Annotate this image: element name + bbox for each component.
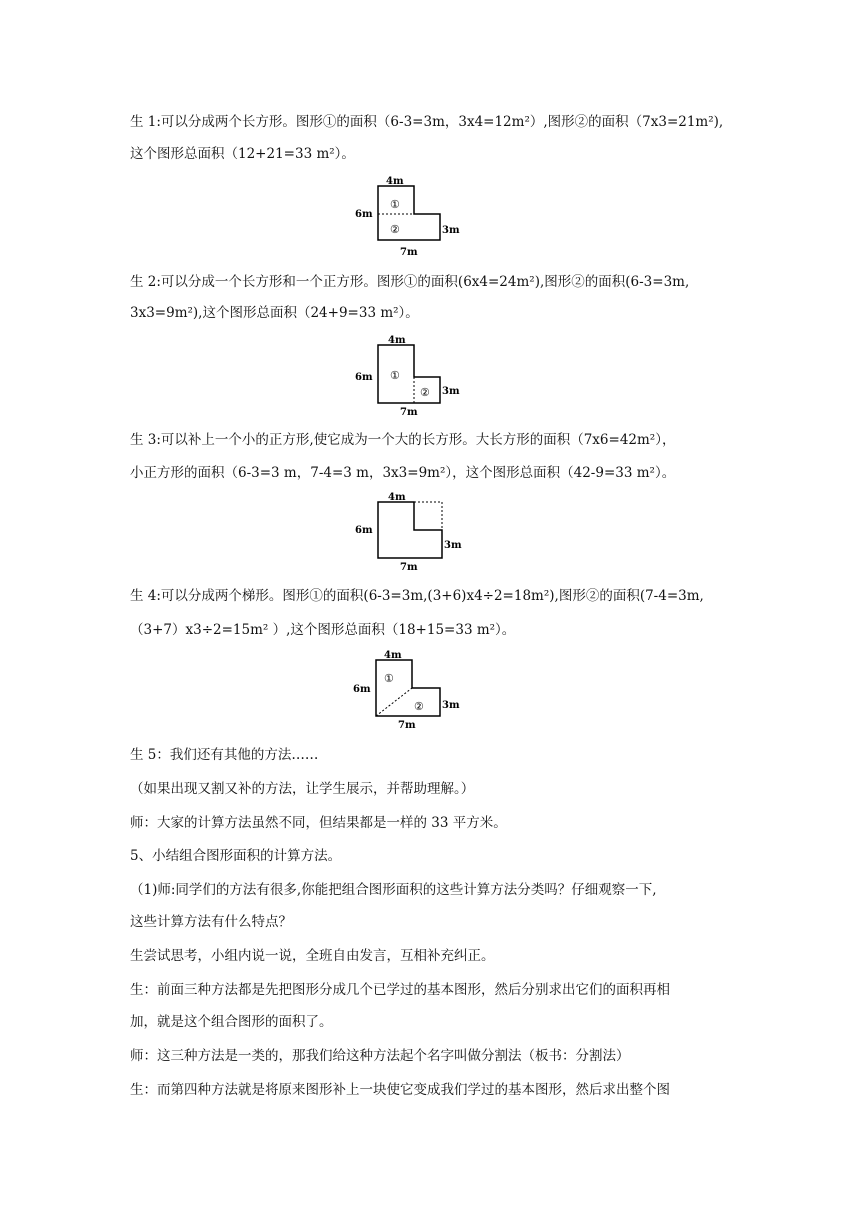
paragraph-student4-line2: （3+7）x3÷2=15m² ）,这个图形总面积（18+15=33 m²）。 xyxy=(130,622,516,638)
paragraph-step5-heading: 5、小结组合图形面积的计算方法。 xyxy=(130,848,342,864)
paragraph-answer1-line2: 加，就是这个组合图形的面积了。 xyxy=(130,1014,333,1030)
label-left: 6m xyxy=(353,684,371,695)
label-part1: ① xyxy=(390,198,400,211)
paragraph-answer2-line1: 生：而第四种方法就是将原来图形补上一块使它变成我们学过的基本图形，然后求出整个图 xyxy=(130,1082,670,1098)
l-shape-outline xyxy=(376,660,440,716)
l-shape-outline xyxy=(378,345,440,403)
label-right: 3m xyxy=(442,225,460,236)
figure-method2 xyxy=(350,335,470,419)
paragraph-question1-line2: 这些计算方法有什么特点？ xyxy=(130,914,292,930)
label-part1: ① xyxy=(384,672,394,685)
paragraph-student1-line2: 这个图形总面积（12+21=33 m²）。 xyxy=(130,146,355,162)
figure-method1 xyxy=(350,176,470,258)
label-top: 4m xyxy=(386,176,404,187)
label-bottom: 7m xyxy=(400,407,418,418)
paragraph-teacher-classify: 师：这三种方法是一类的，那我们给这种方法起个名字叫做分割法（板书：分割法） xyxy=(130,1048,630,1064)
dashed-diagonal-line xyxy=(376,688,412,716)
paragraph-note: （如果出现又割又补的方法，让学生展示，并帮助理解。） xyxy=(130,781,475,797)
paragraph-teacher-summary: 师：大家的计算方法虽然不同，但结果都是一样的 33 平方米。 xyxy=(130,815,507,831)
label-top: 4m xyxy=(388,335,406,346)
label-bottom: 7m xyxy=(400,247,418,258)
label-top: 4m xyxy=(388,492,406,503)
paragraph-discussion: 生尝试思考，小组内说一说，全班自由发言，互相补充纠正。 xyxy=(130,948,495,964)
paragraph-student4-line1: 生 4:可以分成两个梯形。图形①的面积(6-3=3m,(3+6)x4÷2=18m²),图形②的面积(7-4=3m, xyxy=(130,588,704,604)
paragraph-student5: 生 5：我们还有其他的方法…… xyxy=(130,747,319,763)
dashed-completion-square xyxy=(414,502,442,530)
label-right: 3m xyxy=(442,386,460,397)
label-part2: ② xyxy=(390,223,400,236)
paragraph-answer1-line1: 生：前面三种方法都是先把图形分成几个已学过的基本图形，然后分别求出它们的面积再相 xyxy=(130,982,670,998)
l-shape-outline xyxy=(378,502,442,558)
label-part2: ② xyxy=(414,700,424,713)
paragraph-question1-line1: （1)师:同学们的方法有很多,你能把组合图形面积的这些计算方法分类吗？仔细观察一下, xyxy=(130,882,657,898)
label-left: 6m xyxy=(355,525,373,536)
figure-method4 xyxy=(350,650,470,732)
paragraph-student3-line2: 小正方形的面积（6-3=3 m，7-4=3 m，3x3=9m²），这个图形总面积（42-9=33 m²）。 xyxy=(130,465,676,481)
label-part1: ① xyxy=(390,369,400,382)
label-part2: ② xyxy=(420,386,430,399)
figure-method3 xyxy=(350,490,470,572)
paragraph-student1-line1: 生 1:可以分成两个长方形。图形①的面积（6-3=3m，3x4=12m²）,图形②的面积（7x3=21m²), xyxy=(130,114,724,130)
paragraph-student3-line1: 生 3:可以补上一个小的正方形,使它成为一个大的长方形。大长方形的面积（7x6=42m²）， xyxy=(130,432,676,448)
label-top: 4m xyxy=(384,650,402,661)
label-right: 3m xyxy=(444,540,462,551)
label-left: 6m xyxy=(355,372,373,383)
l-shape-outline xyxy=(378,186,440,240)
paragraph-student2-line2: 3x3=9m²),这个图形总面积（24+9=33 m²）。 xyxy=(130,305,419,321)
label-right: 3m xyxy=(442,700,460,711)
label-left: 6m xyxy=(355,209,373,220)
label-bottom: 7m xyxy=(398,720,416,731)
label-bottom: 7m xyxy=(400,562,418,573)
paragraph-student2-line1: 生 2:可以分成一个长方形和一个正方形。图形①的面积(6x4=24m²),图形②的面积(6-3=3m, xyxy=(130,274,690,290)
